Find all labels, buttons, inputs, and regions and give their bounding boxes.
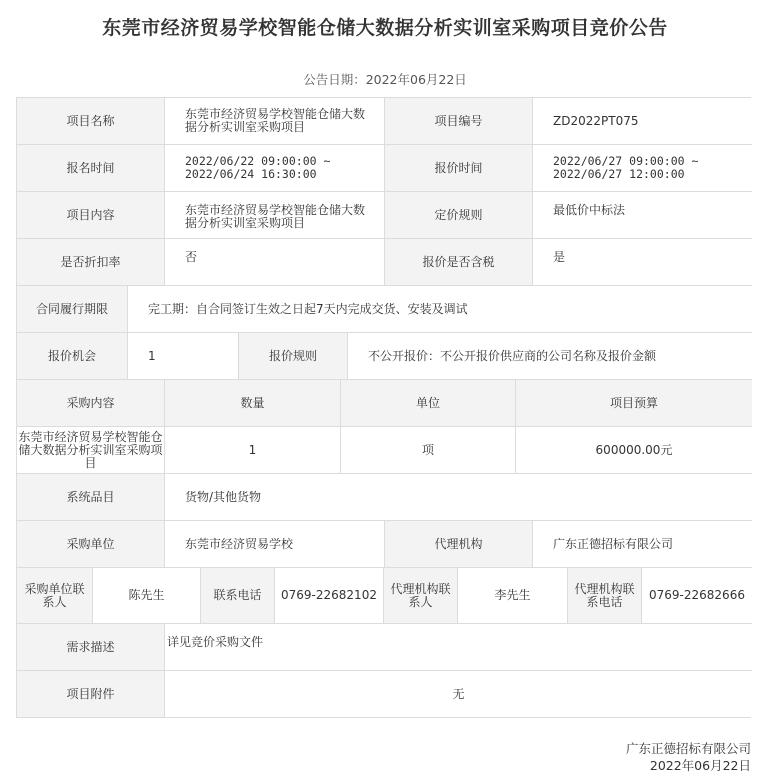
purchase-item-quantity: 1 [165, 427, 341, 474]
signup-time-value [165, 145, 385, 192]
attachment-value: 无 [165, 671, 752, 717]
signup-time-start: 2022/06/22 09:00:00 ~ [185, 154, 331, 168]
buyer-label: 采购单位 [17, 521, 165, 568]
row-discount-tax [17, 239, 752, 286]
announce-date: 公告日期：2022年06月22日 [303, 72, 467, 87]
purchase-header-quantity: 数量 [165, 380, 341, 427]
row-project-name [17, 98, 752, 145]
quote-time-label: 报价时间 [385, 145, 533, 192]
table-row [17, 427, 752, 474]
purchase-table-header [17, 380, 752, 427]
agency-label: 代理机构 [385, 521, 533, 568]
purchase-header-unit: 单位 [341, 380, 516, 427]
agency-value: 广东正德招标有限公司 [533, 521, 752, 568]
signup-time-end: 2022/06/24 16:30:00 [185, 167, 317, 181]
pricing-rule-label: 定价规则 [385, 192, 533, 239]
quote-chances-label: 报价机会 [17, 333, 128, 380]
announcement-table [16, 97, 751, 718]
tax-label: 报价是否含税 [385, 239, 533, 286]
category-label: 系统品目 [17, 474, 165, 521]
row-requirement [17, 624, 752, 671]
purchase-item-unit: 项 [341, 427, 516, 474]
tax-value: 是 [533, 239, 752, 286]
buyer-phone-label: 联系电话 [201, 568, 275, 624]
agency-contact-label: 代理机构联系人 [384, 568, 458, 624]
attachment-label: 项目附件 [17, 671, 165, 717]
project-no-value: ZD2022PT075 [533, 98, 752, 145]
row-contacts [17, 568, 752, 624]
purchase-item-budget: 600000.00元 [516, 427, 752, 474]
content-label: 项目内容 [17, 192, 165, 239]
page-title: 东莞市经济贸易学校智能仓储大数据分析实训室采购项目竞价公告 [102, 17, 668, 39]
project-name-label: 项目名称 [17, 98, 165, 145]
discount-label: 是否折扣率 [17, 239, 165, 286]
quote-chances-value: 1 [128, 333, 239, 380]
content-value: 东莞市经济贸易学校智能仓储大数据分析实训室采购项目 [165, 192, 385, 239]
row-buyer-agency [17, 521, 752, 568]
signup-time-label: 报名时间 [17, 145, 165, 192]
category-value: 货物/其他货物 [165, 474, 752, 521]
footer-company: 广东正德招标有限公司 [625, 741, 751, 756]
contract-period-label: 合同履行期限 [17, 286, 128, 333]
row-attachment [17, 671, 752, 717]
quote-time-start: 2022/06/27 09:00:00 ~ [553, 154, 699, 168]
purchase-header-budget: 项目预算 [516, 380, 752, 427]
quote-time-value [533, 145, 752, 192]
buyer-value: 东莞市经济贸易学校 [165, 521, 385, 568]
row-content [17, 192, 752, 239]
row-category [17, 474, 752, 521]
pricing-rule-value: 最低价中标法 [533, 192, 752, 239]
buyer-contact-value: 陈先生 [93, 568, 201, 624]
footer-date: 2022年06月22日 [649, 758, 751, 773]
quote-rule-label: 报价规则 [239, 333, 348, 380]
agency-contact-value: 李先生 [458, 568, 568, 624]
purchase-item-content: 东莞市经济贸易学校智能仓储大数据分析实训室采购项目 [17, 427, 165, 474]
row-contract-period [17, 286, 752, 333]
agency-phone-value: 0769-22682666 [642, 568, 752, 624]
purchase-header-content: 采购内容 [17, 380, 165, 427]
agency-phone-label: 代理机构联系电话 [568, 568, 642, 624]
requirement-label: 需求描述 [17, 624, 165, 671]
quote-rule-value: 不公开报价：不公开报价供应商的公司名称及报价金额 [348, 333, 752, 380]
row-quote-rule [17, 333, 752, 380]
project-no-label: 项目编号 [385, 98, 533, 145]
discount-value: 否 [165, 239, 385, 286]
row-times [17, 145, 752, 192]
contract-period-value: 完工期：自合同签订生效之日起7天内完成交货、安装及调试 [128, 286, 752, 333]
requirement-value: 详见竞价采购文件 [165, 624, 752, 671]
project-name-value: 东莞市经济贸易学校智能仓储大数据分析实训室采购项目 [165, 98, 385, 145]
quote-time-end: 2022/06/27 12:00:00 [553, 167, 685, 181]
buyer-phone-value: 0769-22682102 [275, 568, 384, 624]
buyer-contact-label: 采购单位联系人 [17, 568, 93, 624]
